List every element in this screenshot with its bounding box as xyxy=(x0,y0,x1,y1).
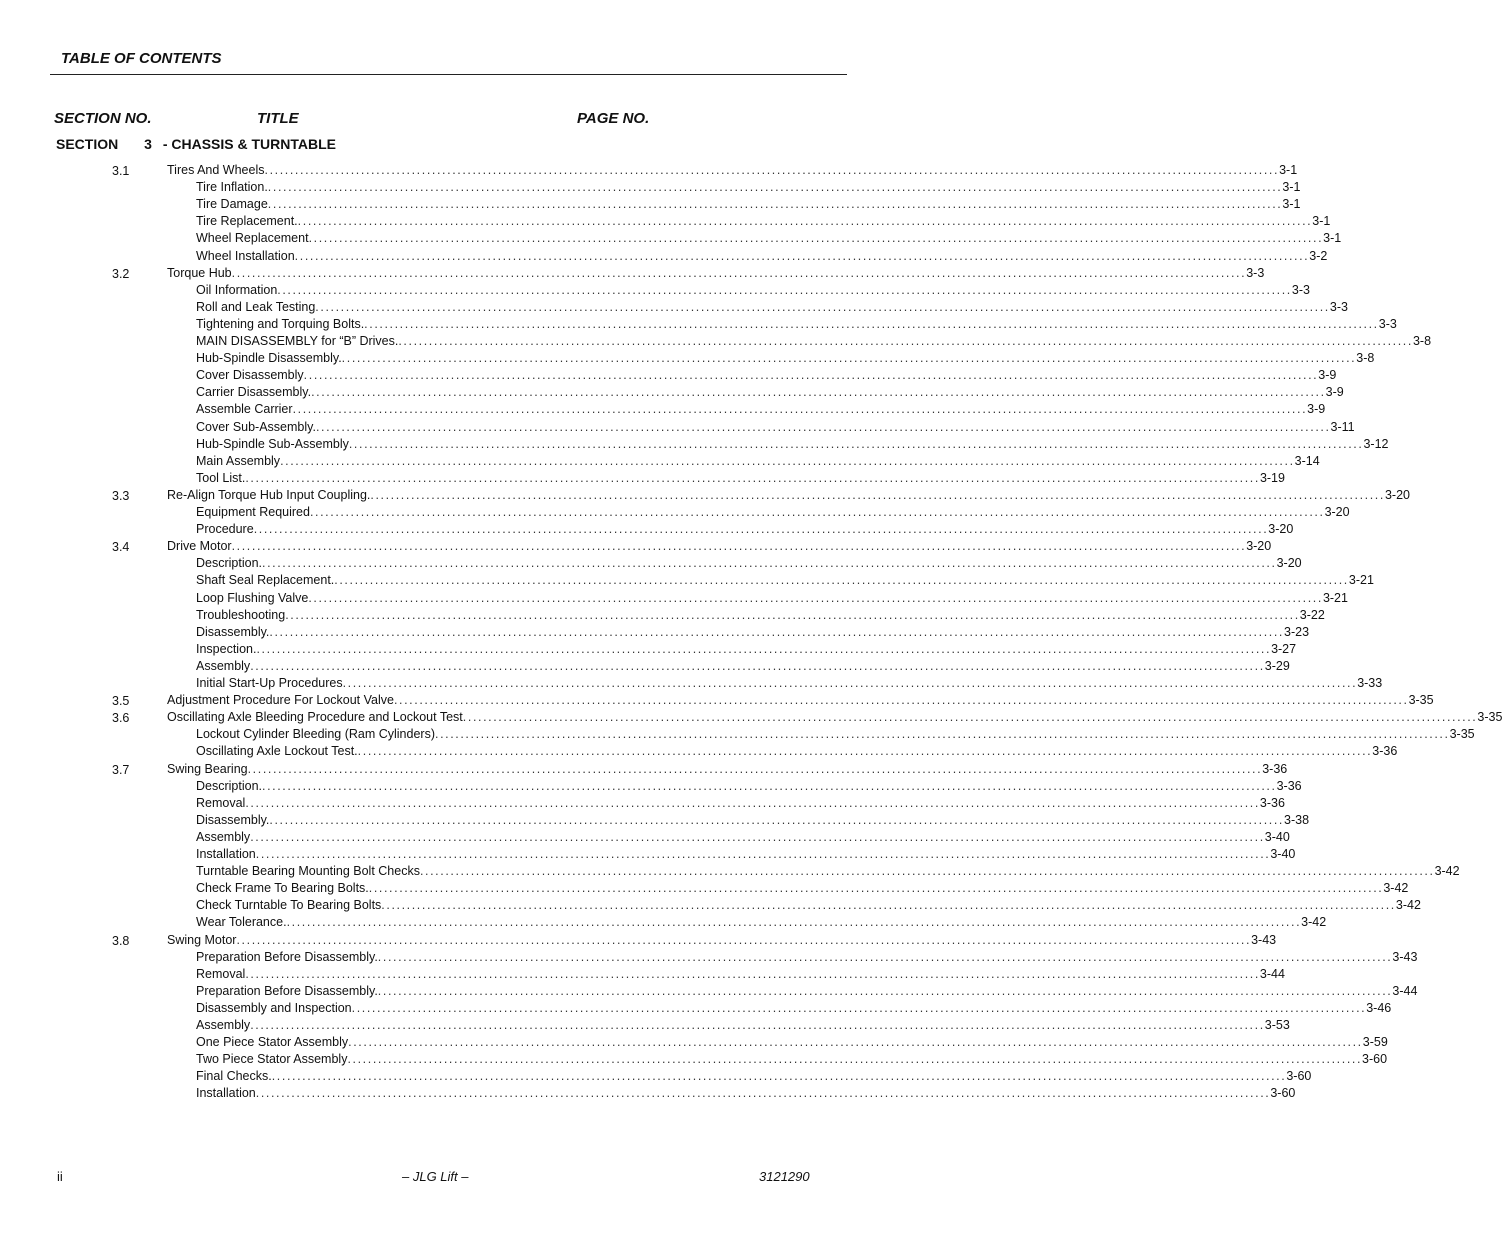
toc-entry-label xyxy=(196,608,1300,622)
toc-entry-label xyxy=(196,249,1309,263)
dot-leader: ........................................................................................................................................................................................................ xyxy=(280,453,1295,468)
toc-entry-title: Tires And Wheels xyxy=(167,163,265,177)
toc-entry-title: Adjustment Procedure For Lockout Valve xyxy=(167,693,394,708)
toc-entry-label xyxy=(167,693,1409,707)
toc-entry-page: 3-23 xyxy=(1284,624,1310,639)
toc-entry-title: Check Frame To Bearing Bolts. xyxy=(196,881,369,896)
toc-entry-label xyxy=(196,898,1396,912)
toc-entry-page: 3-8 xyxy=(1412,334,1432,348)
toc-entry-page: 3-36 xyxy=(1259,795,1285,810)
dot-leader: ........................................................................................................................................................................................................ xyxy=(255,1086,1271,1101)
toc-entry-page: 3-27 xyxy=(1271,641,1297,656)
dot-leader: ........................................................................................................................................................................................................ xyxy=(255,847,1271,861)
dot-leader: ........................................................................................................................................................................................................ xyxy=(286,915,1302,930)
toc-entry[interactable] xyxy=(167,932,1277,950)
toc-entry[interactable] xyxy=(196,522,1294,539)
dot-leader: ........................................................................................................................................................................................................ xyxy=(247,761,1263,776)
toc-entry-label xyxy=(196,231,1323,245)
toc-entry-label xyxy=(196,437,1363,451)
dot-leader: ........................................................................................................................................................................................................ xyxy=(368,881,1384,896)
toc-entry-title: Removal xyxy=(196,966,246,981)
dot-leader: ........................................................................................................................................................................................................ xyxy=(303,368,1319,383)
toc-entry[interactable] xyxy=(196,676,1383,693)
toc-entry-title: Cover Disassembly xyxy=(196,368,304,383)
toc-entry[interactable] xyxy=(196,1052,1388,1069)
toc-section-number: 3.4 xyxy=(112,540,130,555)
header-divider xyxy=(50,74,847,75)
dot-leader: ........................................................................................................................................................................................................ xyxy=(341,351,1357,366)
toc-entry[interactable] xyxy=(196,1086,1296,1103)
toc-entry-label xyxy=(196,813,1284,827)
toc-entry-title: Main Assembly xyxy=(196,453,281,468)
toc-entry-page: 3-20 xyxy=(1276,556,1302,571)
toc-entry-page: 3-44 xyxy=(1259,966,1285,981)
toc-entry-label xyxy=(196,1018,1265,1032)
dot-leader: ........................................................................................................................................................................................................ xyxy=(348,436,1364,451)
toc-entry-title: Assembly xyxy=(196,658,251,673)
toc-entry-page: 3-44 xyxy=(1392,983,1418,998)
toc-entry-title: Installation xyxy=(196,1086,256,1101)
toc-entry-page: 3-3 xyxy=(1246,265,1265,280)
toc-entry-page: 3-60 xyxy=(1270,1086,1296,1101)
dot-leader: ........................................................................................................................................................................................................ xyxy=(250,1018,1265,1032)
dot-leader: ........................................................................................................................................................................................................ xyxy=(264,163,1280,177)
toc-entry-title: Turntable Bearing Mounting Bolt Checks xyxy=(196,864,420,879)
toc-entry-title: Lockout Cylinder Bleeding (Ram Cylinders) xyxy=(196,727,435,742)
toc-entry[interactable] xyxy=(167,693,1434,710)
toc-entry-page: 3-35 xyxy=(1408,693,1434,708)
toc-entry-page: 3-33 xyxy=(1357,676,1383,690)
toc-entry-label xyxy=(196,625,1284,639)
toc-entry-title: Assemble Carrier xyxy=(196,402,293,417)
toc-entry[interactable] xyxy=(196,231,1342,248)
toc-entry-title: Swing Motor xyxy=(167,932,237,947)
toc-entry[interactable] xyxy=(196,436,1389,454)
toc-entry-title: Carrier Disassembly. xyxy=(196,385,312,400)
toc-entry[interactable] xyxy=(196,744,1398,761)
toc-entry-title: Loop Flushing Valve xyxy=(196,590,309,605)
toc-entry-label xyxy=(196,180,1282,194)
dot-leader: ........................................................................................................................................................................................................ xyxy=(334,573,1349,588)
toc-entry[interactable] xyxy=(196,795,1285,813)
toc-entry-label xyxy=(196,1052,1362,1066)
dot-leader: ........................................................................................................................................................................................................ xyxy=(311,385,1326,400)
toc-entry-label xyxy=(196,317,1379,331)
toc-entry-label xyxy=(196,847,1270,861)
toc-entry-page: 3-42 xyxy=(1301,915,1327,930)
toc-entry-label xyxy=(196,334,1413,348)
toc-entry-label xyxy=(196,984,1392,998)
dot-leader: ........................................................................................................................................................................................................ xyxy=(462,710,1478,725)
toc-entry-page: 3-1 xyxy=(1279,163,1298,177)
toc-entry-page: 3-21 xyxy=(1322,590,1348,605)
section-number: 3 xyxy=(144,136,152,152)
toc-entry-label xyxy=(196,385,1326,399)
toc-entry[interactable] xyxy=(196,1035,1388,1052)
toc-entry[interactable] xyxy=(196,1018,1290,1035)
dot-leader: ........................................................................................................................................................................................................ xyxy=(267,197,1283,212)
dot-leader: ........................................................................................................................................................................................................ xyxy=(347,1052,1363,1067)
toc-entry-title: Disassembly and Inspection xyxy=(196,1000,352,1015)
toc-section-number: 3.5 xyxy=(112,694,130,709)
toc-entry-title: Equipment Required xyxy=(196,505,310,519)
toc-entry[interactable] xyxy=(196,658,1290,676)
toc-entry-title: Tightening and Torquing Bolts. xyxy=(196,316,365,331)
toc-entry[interactable] xyxy=(196,385,1344,402)
toc-entry-label xyxy=(196,727,1450,741)
toc-entry-title: Re-Align Torque Hub Input Coupling. xyxy=(167,487,371,502)
toc-entry[interactable] xyxy=(196,214,1331,231)
dot-leader: ........................................................................................................................................................................................................ xyxy=(419,864,1435,879)
toc-entry-title: Tire Replacement. xyxy=(196,214,298,229)
toc-entry-label xyxy=(196,1001,1366,1015)
toc-entry[interactable] xyxy=(196,727,1475,744)
toc-entry[interactable] xyxy=(167,761,1288,779)
toc-entry-label xyxy=(167,539,1246,553)
toc-section-number: 3.8 xyxy=(112,933,130,948)
dot-leader: ........................................................................................................................................................................................................ xyxy=(364,316,1379,331)
toc-entry-label xyxy=(196,505,1325,519)
toc-entry[interactable] xyxy=(196,334,1432,351)
toc-entry-title: Wheel Replacement xyxy=(196,231,309,246)
toc-entry-page: 3-8 xyxy=(1356,351,1375,366)
toc-entry-page: 3-20 xyxy=(1384,487,1410,502)
toc-entry[interactable] xyxy=(196,915,1327,932)
toc-entry-label xyxy=(196,830,1265,844)
dot-leader: ........................................................................................................................................................................................................ xyxy=(262,556,1277,571)
toc-entry-label xyxy=(196,915,1301,929)
toc-entry-title: Assembly xyxy=(196,1018,251,1032)
toc-entry-label xyxy=(167,266,1246,280)
column-head-page-no: PAGE NO. xyxy=(577,110,650,127)
dot-leader: ........................................................................................................................................................................................................ xyxy=(370,487,1385,502)
toc-entry-title: Inspection. xyxy=(196,641,257,656)
dot-leader: ........................................................................................................................................................................................................ xyxy=(357,744,1373,759)
toc-entry-label xyxy=(196,471,1260,485)
toc-entry-title: Troubleshooting xyxy=(196,607,286,622)
toc-entry-title: Oscillating Axle Lockout Test. xyxy=(196,744,358,759)
toc-entry[interactable] xyxy=(167,163,1298,180)
toc-entry[interactable] xyxy=(196,556,1302,573)
toc-entry-page: 3-3 xyxy=(1378,316,1397,331)
toc-entry[interactable] xyxy=(196,248,1328,266)
toc-entry-page: 3-20 xyxy=(1246,539,1272,554)
toc-entry-page: 3-1 xyxy=(1323,231,1342,246)
dot-leader: ........................................................................................................................................................................................................ xyxy=(308,590,1323,605)
toc-entry-title: Shaft Seal Replacement. xyxy=(196,573,335,588)
toc-entry[interactable] xyxy=(196,778,1302,796)
toc-entry-label xyxy=(196,950,1392,964)
toc-entry-title: Description. xyxy=(196,556,262,571)
dot-leader: ........................................................................................................................................................................................................ xyxy=(271,1069,1287,1084)
toc-entry-label xyxy=(196,283,1292,297)
toc-section-number: 3.2 xyxy=(112,266,130,281)
toc-entry-page: 3-12 xyxy=(1363,436,1389,451)
toc-entry-page: 3-36 xyxy=(1276,778,1302,793)
toc-entry[interactable] xyxy=(196,641,1297,659)
footer-document-number: 3121290 xyxy=(759,1169,810,1184)
toc-entry[interactable] xyxy=(196,197,1301,214)
dot-leader: ........................................................................................................................................................................................................ xyxy=(231,265,1247,280)
toc-entry-page: 3-14 xyxy=(1294,453,1320,468)
toc-entry[interactable] xyxy=(167,265,1265,283)
toc-entry[interactable] xyxy=(196,351,1375,368)
toc-entry-label xyxy=(196,881,1383,895)
toc-entry-page: 3-3 xyxy=(1329,299,1348,314)
toc-entry-title: Disassembly. xyxy=(196,624,270,639)
section-name: - CHASSIS & TURNTABLE xyxy=(162,136,336,152)
toc-entry-label xyxy=(167,762,1262,776)
toc-entry-title: One Piece Stator Assembly xyxy=(196,1035,349,1050)
toc-entry-page: 3-22 xyxy=(1299,607,1325,622)
toc-section-number: 3.6 xyxy=(112,711,130,726)
toc-entry[interactable] xyxy=(196,573,1374,590)
toc-entry-title: Roll and Leak Testing xyxy=(196,299,316,314)
toc-entry-label xyxy=(196,573,1349,587)
toc-entry[interactable] xyxy=(196,180,1301,197)
dot-leader: ........................................................................................................................................................................................................ xyxy=(236,932,1252,947)
toc-entry-title: Procedure xyxy=(196,522,254,537)
toc-entry-label xyxy=(196,300,1330,314)
toc-entry-label xyxy=(196,214,1312,228)
toc-entry[interactable] xyxy=(196,470,1285,488)
toc-entry-label xyxy=(196,864,1435,878)
toc-entry[interactable] xyxy=(196,1069,1312,1086)
toc-entry-title: Swing Bearing xyxy=(167,761,248,776)
dot-leader: ........................................................................................................................................................................................................ xyxy=(297,214,1313,229)
dot-leader: ........................................................................................................................................................................................................ xyxy=(348,1035,1363,1050)
toc-entry-page: 3-40 xyxy=(1270,847,1296,861)
dot-leader: ........................................................................................................................................................................................................ xyxy=(292,402,1308,417)
toc-entry-label xyxy=(196,522,1268,536)
toc-entry-page: 3-42 xyxy=(1434,864,1460,879)
toc-entry-page: 3-40 xyxy=(1264,829,1290,844)
dot-leader: ........................................................................................................................................................................................................ xyxy=(245,795,1260,810)
toc-entry-title: Description. xyxy=(196,778,262,793)
toc-entry-title: Oil Information xyxy=(196,282,278,297)
toc-entry[interactable] xyxy=(196,402,1326,419)
footer-publisher: – JLG Lift – xyxy=(402,1169,469,1184)
toc-entry-page: 3-42 xyxy=(1395,898,1421,913)
toc-entry-label xyxy=(167,163,1279,177)
toc-entry[interactable] xyxy=(196,864,1460,881)
dot-leader: ........................................................................................................................................................................................................ xyxy=(393,693,1409,708)
toc-entry[interactable] xyxy=(196,847,1296,864)
toc-entry-title: Two Piece Stator Assembly xyxy=(196,1052,348,1067)
toc-entry-label xyxy=(196,967,1260,981)
toc-entry[interactable] xyxy=(196,316,1397,334)
dot-leader: ........................................................................................................................................................................................................ xyxy=(250,829,1265,844)
toc-entry-title: Removal xyxy=(196,795,246,810)
dot-leader: ........................................................................................................................................................................................................ xyxy=(315,419,1331,434)
dot-leader: ........................................................................................................................................................................................................ xyxy=(381,898,1396,913)
toc-entry-title: Tire Damage xyxy=(196,197,268,212)
toc-entry-label xyxy=(196,796,1260,810)
toc-entry-page: 3-2 xyxy=(1309,248,1328,263)
toc-entry-title: Preparation Before Disassembly. xyxy=(196,983,378,998)
toc-entry-page: 3-1 xyxy=(1282,197,1301,212)
toc-entry[interactable] xyxy=(196,898,1421,915)
toc-entry[interactable] xyxy=(196,983,1418,1001)
toc-entry-page: 3-21 xyxy=(1348,573,1374,588)
dot-leader: ........................................................................................................................................................................................................ xyxy=(377,983,1393,998)
toc-entry[interactable] xyxy=(167,487,1410,505)
toc-entry-page: 3-20 xyxy=(1268,522,1294,537)
section-word: SECTION xyxy=(56,136,119,152)
toc-entry-page: 3-60 xyxy=(1286,1069,1312,1084)
dot-leader: ........................................................................................................................................................................................................ xyxy=(351,1000,1367,1015)
toc-entry-title: Oscillating Axle Bleeding Procedure and Lockout Test xyxy=(167,710,463,725)
toc-entry-title: Initial Start-Up Procedures xyxy=(196,676,343,690)
dot-leader: ........................................................................................................................................................................................................ xyxy=(435,727,1450,742)
section-heading xyxy=(56,136,336,152)
toc-entry[interactable] xyxy=(196,1000,1392,1018)
toc-entry[interactable] xyxy=(196,881,1409,898)
toc-entry-page: 3-43 xyxy=(1392,949,1418,964)
toc-entry[interactable] xyxy=(196,282,1310,300)
toc-entry-page: 3-9 xyxy=(1325,385,1344,400)
toc-entry-title: Cover Sub-Assembly. xyxy=(196,419,316,434)
footer-page-number: ii xyxy=(57,1169,63,1184)
toc-entry[interactable] xyxy=(167,539,1272,556)
toc-entry-label xyxy=(196,420,1331,434)
toc-entry-label xyxy=(196,779,1277,793)
toc-entry-page: 3-29 xyxy=(1264,658,1290,673)
toc-entry[interactable] xyxy=(196,829,1290,847)
toc-entry-page: 3-43 xyxy=(1251,932,1277,947)
toc-entry-title: Hub-Spindle Sub-Assembly xyxy=(196,436,349,451)
header-title: TABLE OF CONTENTS xyxy=(61,50,222,67)
toc-entry[interactable] xyxy=(196,368,1337,385)
dot-leader: ........................................................................................................................................................................................................ xyxy=(269,812,1284,827)
toc-entry[interactable] xyxy=(196,419,1355,437)
toc-entry-page: 3-19 xyxy=(1259,470,1285,485)
toc-entry-label xyxy=(167,488,1385,502)
toc-entry-title: Torque Hub xyxy=(167,265,232,280)
dot-leader: ........................................................................................................................................................................................................ xyxy=(262,778,1277,793)
toc-entry-page: 3-36 xyxy=(1372,744,1398,759)
toc-entry-title: Hub-Spindle Disassembly. xyxy=(196,351,342,366)
dot-leader: ........................................................................................................................................................................................................ xyxy=(231,539,1247,554)
toc-entry-title: Disassembly. xyxy=(196,812,270,827)
toc-entry-label xyxy=(196,197,1282,211)
dot-leader: ........................................................................................................................................................................................................ xyxy=(245,470,1260,485)
dot-leader: ........................................................................................................................................................................................................ xyxy=(277,282,1292,297)
toc-entry-label xyxy=(196,556,1277,570)
toc-entry-label xyxy=(196,402,1307,416)
toc-entry-title: Drive Motor xyxy=(167,539,232,554)
dot-leader: ........................................................................................................................................................................................................ xyxy=(256,641,1272,656)
toc-entry-title: MAIN DISASSEMBLY for “B” Drives. xyxy=(196,334,399,348)
toc-entry-page: 3-35 xyxy=(1477,710,1502,725)
dot-leader: ........................................................................................................................................................................................................ xyxy=(253,522,1269,537)
toc-entry-label xyxy=(167,933,1251,947)
column-head-title: TITLE xyxy=(257,110,299,127)
toc-entry-title: Preparation Before Disassembly. xyxy=(196,949,378,964)
toc-section-number: 3.7 xyxy=(112,762,130,777)
toc-entry-page: 3-9 xyxy=(1318,368,1337,383)
toc-entry-page: 3-36 xyxy=(1262,761,1288,776)
toc-entry-label xyxy=(196,659,1265,673)
toc-entry-label xyxy=(196,744,1372,758)
toc-entry[interactable] xyxy=(196,505,1350,522)
toc-entry-label xyxy=(167,710,1477,724)
dot-leader: ........................................................................................................................................................................................................ xyxy=(294,248,1310,263)
column-head-section-no: SECTION NO. xyxy=(54,110,152,127)
toc-section-number: 3.1 xyxy=(112,164,130,178)
toc-entry-page: 3-9 xyxy=(1307,402,1326,417)
toc-entry[interactable] xyxy=(196,624,1310,642)
toc-entry-label xyxy=(196,676,1357,690)
dot-leader: ........................................................................................................................................................................................................ xyxy=(398,334,1413,348)
toc-entry-page: 3-1 xyxy=(1282,180,1301,195)
toc-entry-label xyxy=(196,642,1271,656)
toc-entry-page: 3-60 xyxy=(1362,1052,1388,1067)
dot-leader: ........................................................................................................................................................................................................ xyxy=(377,949,1393,964)
dot-leader: ........................................................................................................................................................................................................ xyxy=(245,966,1260,981)
toc-entry-title: Check Turntable To Bearing Bolts xyxy=(196,898,382,913)
toc-entry[interactable] xyxy=(196,453,1320,471)
toc-entry-page: 3-1 xyxy=(1312,214,1331,229)
toc-entry-label xyxy=(196,591,1323,605)
dot-leader: ........................................................................................................................................................................................................ xyxy=(315,299,1330,314)
toc-entry-page: 3-20 xyxy=(1324,505,1350,519)
toc-entry-page: 3-42 xyxy=(1383,881,1409,896)
toc-entry-page: 3-35 xyxy=(1449,727,1475,742)
dot-leader: ........................................................................................................................................................................................................ xyxy=(308,231,1324,246)
dot-leader: ........................................................................................................................................................................................................ xyxy=(285,607,1300,622)
toc-entry[interactable] xyxy=(196,590,1348,608)
toc-entry[interactable] xyxy=(167,710,1502,727)
toc-entry-label xyxy=(196,1086,1270,1100)
toc-section-number: 3.3 xyxy=(112,488,130,503)
toc-entry[interactable] xyxy=(196,299,1348,317)
toc-entry[interactable] xyxy=(196,607,1325,625)
toc-entry-page: 3-11 xyxy=(1330,419,1355,434)
toc-entry-title: Tire Inflation. xyxy=(196,180,268,195)
toc-entry-title: Tool List. xyxy=(196,470,246,485)
dot-leader: ........................................................................................................................................................................................................ xyxy=(267,180,1283,195)
toc-entry-label xyxy=(196,1035,1363,1049)
toc-entry-label xyxy=(196,454,1295,468)
toc-entry-page: 3-59 xyxy=(1362,1035,1388,1050)
dot-leader: ........................................................................................................................................................................................................ xyxy=(269,624,1284,639)
toc-entry-page: 3-53 xyxy=(1264,1018,1290,1032)
toc-entry-title: Wear Tolerance. xyxy=(196,915,287,930)
toc-entry-title: Assembly xyxy=(196,829,251,844)
toc-entry-label xyxy=(196,351,1356,365)
dot-leader: ........................................................................................................................................................................................................ xyxy=(342,676,1358,690)
toc-entry-page: 3-46 xyxy=(1366,1000,1392,1015)
toc-entry-title: Final Checks. xyxy=(196,1069,272,1084)
toc-entry-label xyxy=(196,1069,1286,1083)
toc-entry-title: Installation xyxy=(196,847,256,861)
toc-entry-page: 3-3 xyxy=(1291,282,1310,297)
toc-entry[interactable] xyxy=(196,949,1418,967)
toc-entry-page: 3-38 xyxy=(1284,812,1310,827)
toc-entry[interactable] xyxy=(196,812,1310,830)
toc-entry-title: Wheel Installation xyxy=(196,248,295,263)
toc-entry[interactable] xyxy=(196,966,1285,984)
dot-leader: ........................................................................................................................................................................................................ xyxy=(309,505,1325,519)
toc-entry-label xyxy=(196,368,1318,382)
dot-leader: ........................................................................................................................................................................................................ xyxy=(250,658,1265,673)
